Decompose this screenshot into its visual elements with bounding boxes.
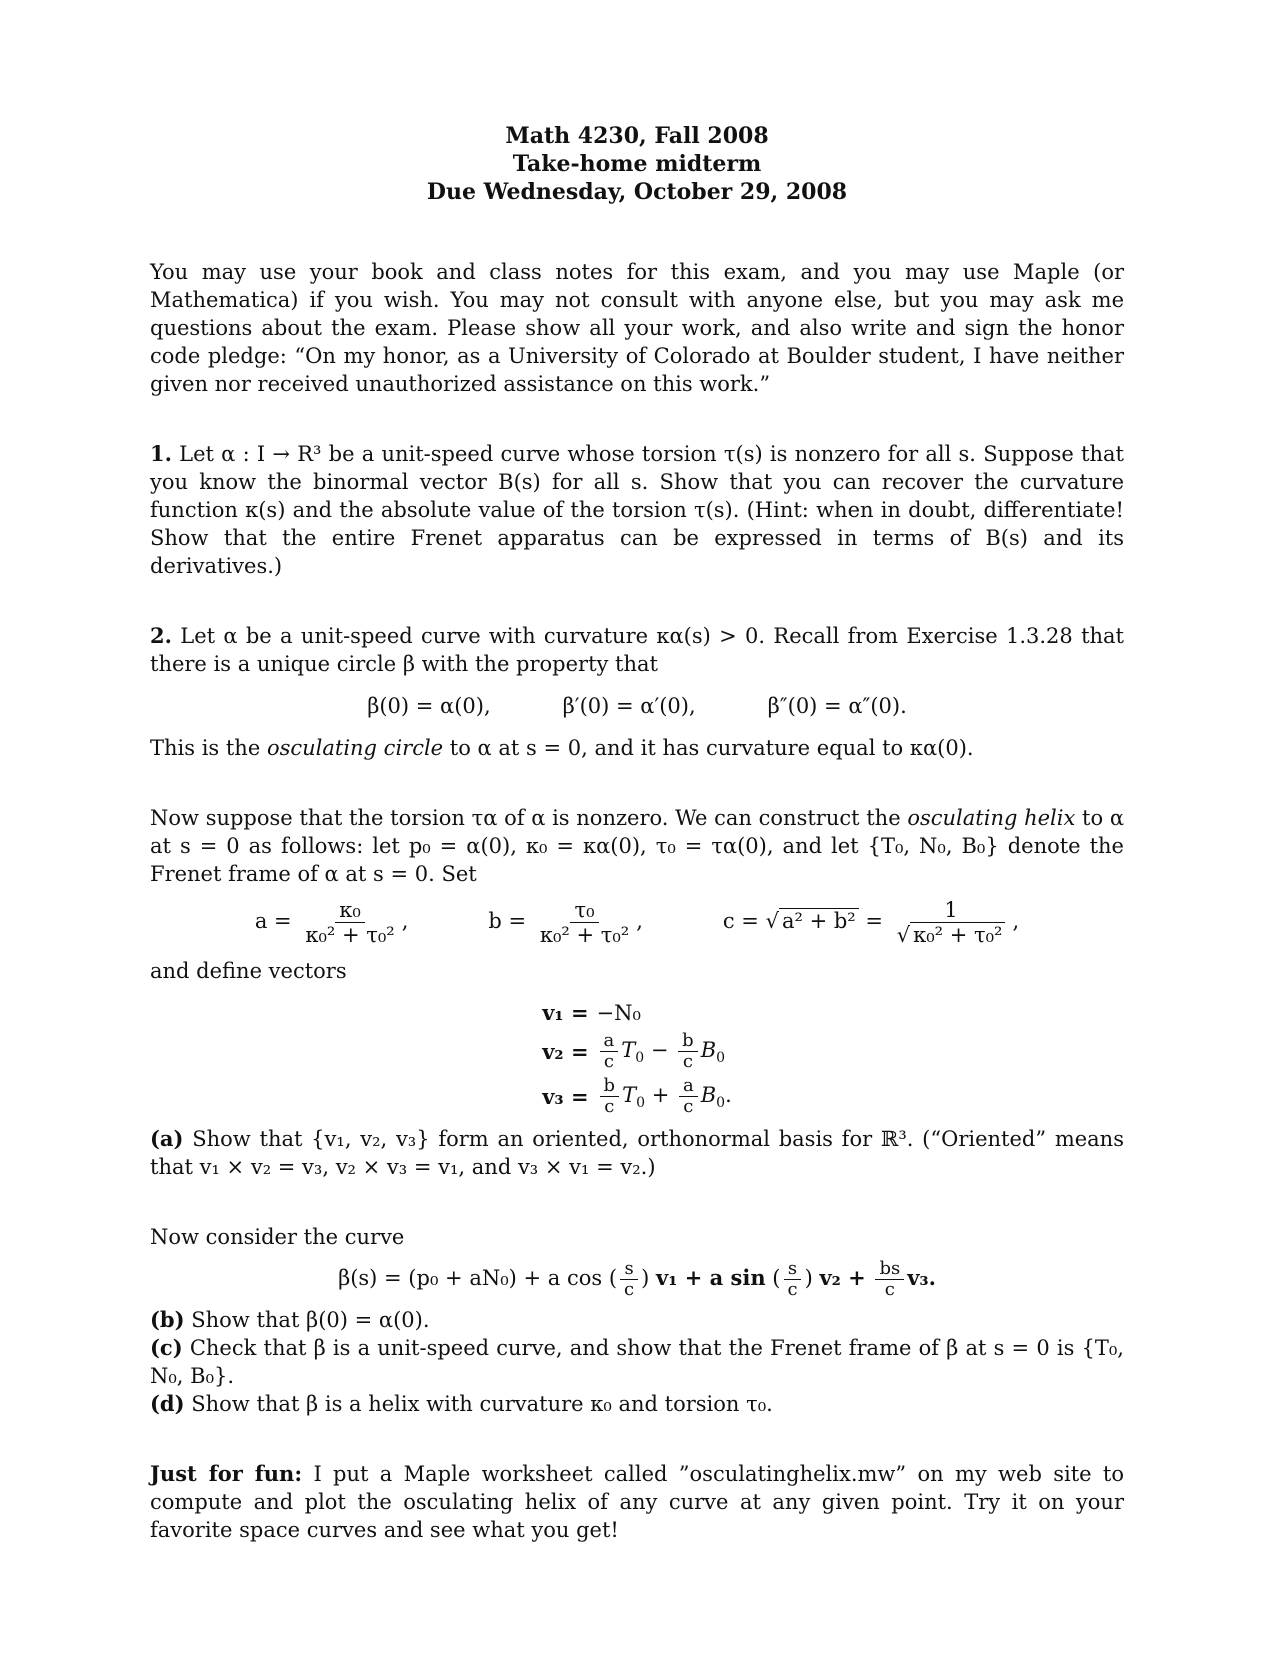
equation-fragment: v₃. (907, 1265, 936, 1290)
vector-lhs: v₃ = (542, 1083, 589, 1109)
fraction: $\frac{b}{c}$ (678, 1031, 698, 1072)
fraction: $\frac{bs}{c}$ (875, 1259, 904, 1300)
equation-fragment: v₁ + a sin (656, 1265, 766, 1290)
denominator: √ κ₀² + τ₀² (893, 923, 1010, 947)
define-vectors-text: and define vectors (150, 959, 347, 983)
part-b (150, 1306, 1124, 1334)
just-for-fun-paragraph (150, 1460, 1124, 1544)
fraction: $\frac{a}{c}$ (600, 1031, 619, 1072)
text-fragment: to α at s = 0 as follows: let p₀ = α(0), κ₀ = κα(0), τ₀ = τα(0), and let {T₀, N₀, B₀} denote the Frenet frame of α at s = 0. Set (150, 806, 1124, 886)
vector-lhs: v₂ = (542, 1038, 589, 1064)
fraction: $\frac{s}{c}$ (620, 1259, 638, 1300)
vector-row (538, 1074, 736, 1119)
intro-paragraph: You may use your book and class notes for this exam, and you may use Maple (or Mathematica) if you wish. You may not consult with anyone else, but you may ask me questions about the exam. Please show all your work, and also write and sign the honor code pledge: “On my honor, as a University of Colorado at Boulder student, I have neither given nor received unauthorized assistance on this work.” (150, 260, 1124, 396)
part-label: (d) (150, 1391, 185, 1416)
problem-1 (150, 440, 1124, 580)
problem-2-text: Let α be a unit-speed curve with curvature κα(s) > 0. Recall from Exercise 1.3.28 that there is a unique circle β with the property that (150, 624, 1124, 676)
text-fragment: to α at s = 0, and it has curvature equal to κα(0). (443, 736, 974, 760)
definition-c: c = √ a² + b² = $\frac{1}{\text{√ κ₀² + τ₀²}}$ , (722, 898, 1020, 947)
part-a (150, 1125, 1124, 1181)
due-date: Due Wednesday, October 29, 2008 (426, 179, 848, 205)
problem-2-number: 2. (150, 623, 172, 648)
fraction: $\frac{s}{c}$ (783, 1259, 801, 1300)
denominator: κ₀² + τ₀² (305, 923, 395, 947)
definition-lhs: b = (488, 909, 527, 933)
equation-fragment: v₂ + (819, 1265, 866, 1290)
definition-a: a = $\frac{\text{κ₀}}{\text{κ₀² + τ₀²}}$ , (254, 898, 409, 947)
condition-0: β(0) = α(0), (367, 694, 491, 718)
definition-lhs: a = (254, 909, 292, 933)
radicand: a² + b² (779, 908, 859, 933)
text-fragment: Now suppose that the torsion τα of α is nonzero. We can construct the (150, 806, 908, 830)
consider-curve-text: Now consider the curve (150, 1225, 405, 1249)
part-d (150, 1390, 1124, 1418)
part-c (150, 1334, 1124, 1390)
vector-rhs: $\frac{a}{c}$ $T_0$ − $\frac{b}{c}$ $B_0$ (593, 1029, 736, 1074)
part-label: (b) (150, 1307, 185, 1332)
fraction (893, 898, 1010, 947)
part-label: (c) (150, 1335, 183, 1360)
fun-text: I put a Maple worksheet called ”osculatinghelix.mw” on my web site to compute and plot the osculating helix of any curve at any given point. Try it on your favorite space curves and see what you get! (150, 1462, 1125, 1542)
part-text: Show that β is a helix with curvature κ₀ and torsion τ₀. (191, 1392, 773, 1416)
vector-lhs: v₁ = (542, 1000, 589, 1025)
part-label: (a) (150, 1126, 184, 1151)
vector-rhs: −N₀ (596, 1001, 641, 1025)
emphasis-term: osculating helix (907, 806, 1076, 830)
osculating-helix-paragraph (150, 804, 1124, 888)
exam-subtitle: Take-home midterm (512, 151, 762, 177)
problem-1-number: 1. (150, 441, 172, 466)
fun-label: Just for fun: (150, 1461, 303, 1486)
vector-row (538, 997, 736, 1029)
exam-page (150, 122, 1124, 1544)
osculating-circle-conditions (150, 692, 1124, 720)
helix-parameter-definitions (150, 898, 1124, 947)
text-fragment: This is the (150, 736, 267, 760)
numerator: κ₀ (335, 898, 365, 923)
fraction (536, 898, 633, 947)
radicand: κ₀² + τ₀² (910, 922, 1005, 947)
definition-lhs: c = (722, 909, 759, 933)
part-text: Show that {v₁, v₂, v₃} form an oriented, orthonormal basis for ℝ³. (“Oriented” means that v₁ × v₂ = v₃, v₂ × v₃ = v₁, and v₃ × v₁ = v₂.) (150, 1127, 1124, 1179)
exam-header (150, 122, 1124, 206)
part-text: Show that β(0) = α(0). (191, 1308, 430, 1332)
problem-2-intro (150, 622, 1124, 678)
vector-definitions (538, 997, 736, 1119)
condition-2: β″(0) = α″(0). (767, 694, 907, 718)
equation-fragment: β(s) = (p₀ + aN₀) + a cos (338, 1266, 603, 1290)
fraction: $\frac{a}{c}$ (679, 1076, 698, 1117)
numerator: τ₀ (570, 898, 598, 923)
part-text: Check that β is a unit-speed curve, and show that the Frenet frame of β at s = 0 is {T₀, N₀, B₀}. (150, 1336, 1124, 1388)
vector-row (538, 1029, 736, 1074)
problem-1-text: Let α : I → R³ be a unit-speed curve whose torsion τ(s) is nonzero for all s. Suppose that you know the binormal vector B(s) for all s. Show that you can recover the curvature function κ(s) and the absolute value of the torsion τ(s). (Hint: when in doubt, differentiate! Show that the entire Frenet apparatus can be expressed in terms of B(s) and its derivatives.) (150, 442, 1124, 578)
vector-rhs: $\frac{b}{c}$ $T_0$ + $\frac{a}{c}$ $B_0$. (593, 1074, 736, 1119)
course-title: Math 4230, Fall 2008 (505, 123, 769, 149)
helix-curve-equation: β(s) = (p₀ + aN₀) + a cos ( $\frac{s}{c}$ ) v₁ + a sin ( $\frac{s}{c}$ ) v₂ + $\frac{bs}{c}$ v₃. (338, 1258, 936, 1300)
definition-b: b = $\frac{\text{τ₀}}{\text{κ₀² + τ₀²}}$ , (488, 898, 643, 947)
osculating-circle-paragraph (150, 734, 1124, 762)
fraction: $\frac{b}{c}$ (600, 1076, 620, 1117)
denominator: κ₀² + τ₀² (539, 923, 630, 947)
condition-1: β′(0) = α′(0), (562, 694, 696, 718)
emphasis-term: osculating circle (266, 736, 444, 760)
fraction (301, 898, 398, 947)
numerator: 1 (940, 898, 961, 923)
